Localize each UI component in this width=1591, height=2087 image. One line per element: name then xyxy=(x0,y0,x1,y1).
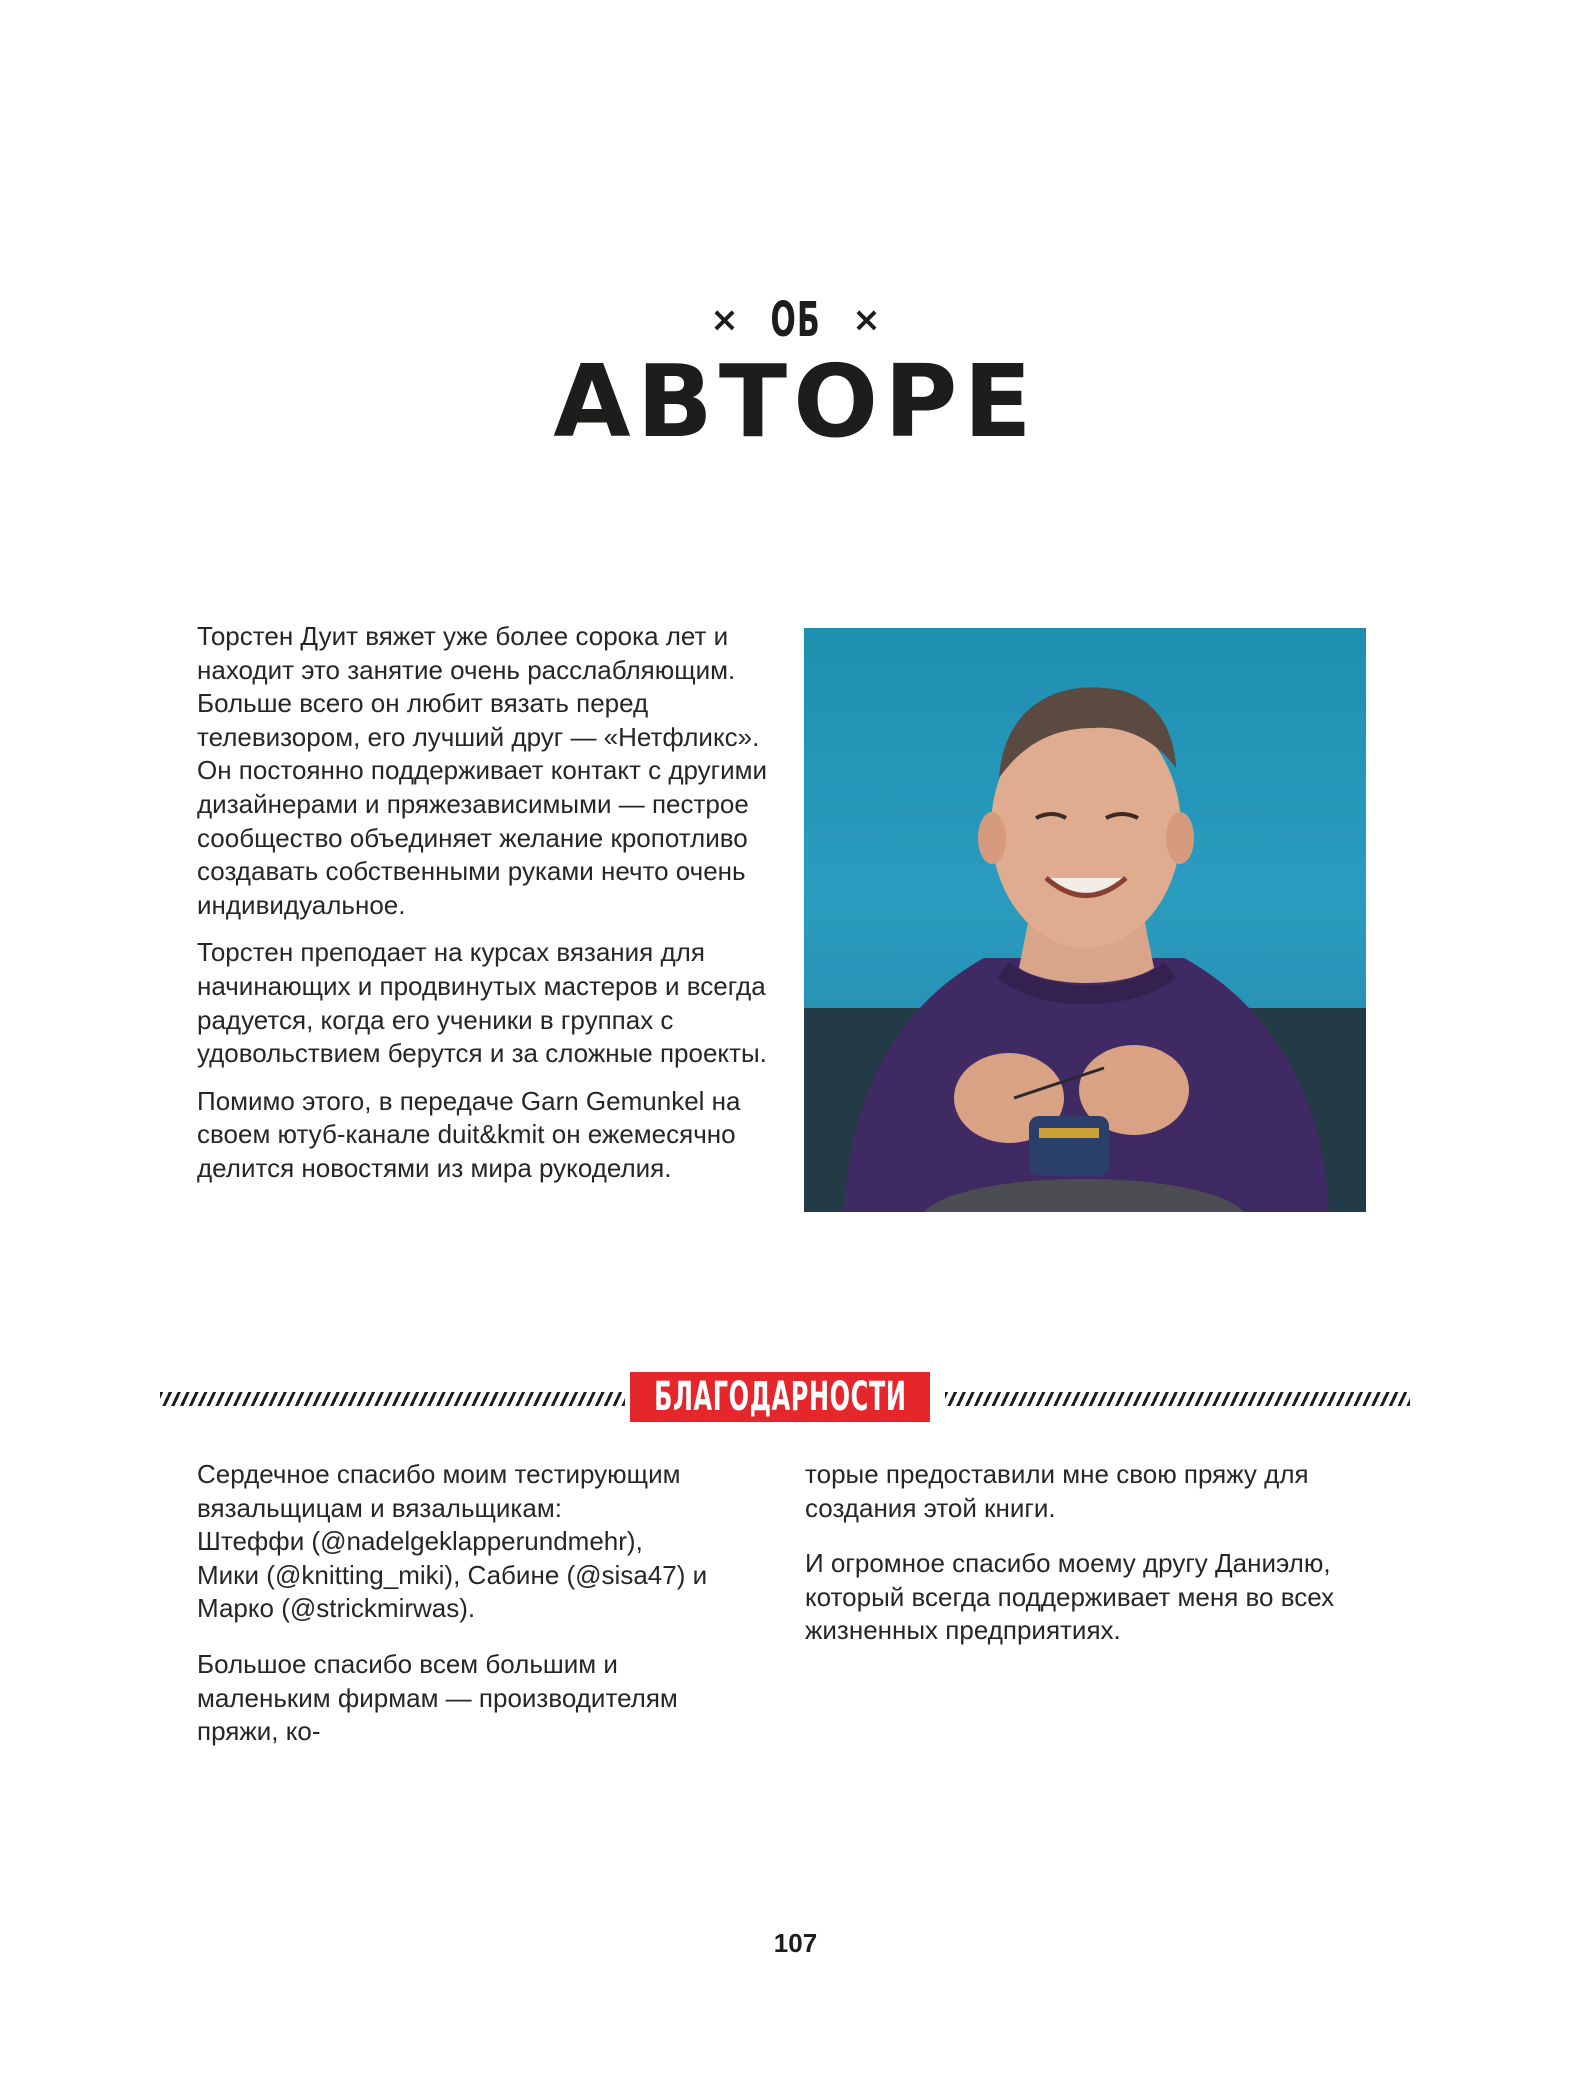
acknowledgements-label-box xyxy=(630,1372,930,1422)
knitting-work-shape xyxy=(1029,1116,1109,1176)
cross-right-icon: × xyxy=(852,300,881,340)
thanks-paragraph-2: Большое спасибо всем большим и маленьким фирмам — производителям пряжи, ко- xyxy=(197,1648,678,1747)
acknowledgements-header xyxy=(160,1372,1410,1422)
ear-left-shape xyxy=(978,812,1006,864)
author-bio xyxy=(197,620,772,1200)
acknowledgements-right-column xyxy=(805,1458,1375,1670)
author-photo xyxy=(804,628,1366,1212)
acknowledgements-left-column xyxy=(197,1458,757,1771)
page-title: АВТОРЕ xyxy=(553,343,1038,460)
thanks-paragraph-1 xyxy=(197,1458,757,1626)
hatch-divider-right xyxy=(945,1392,1410,1406)
cross-left-icon: × xyxy=(710,300,739,340)
thanks-paragraph-4: И огромное спасибо моему другу Даниэлю, который всегда поддерживает меня во всех жизненных предприятиях. xyxy=(805,1548,1335,1646)
thanks-line: Сердечное спасибо моим тестирующим вязальщицам и вязальщикам: xyxy=(197,1459,681,1523)
knitting-pattern-shape xyxy=(1039,1128,1099,1138)
thanks-line: Штеффи (@nadelgeklapperundmehr), xyxy=(197,1526,643,1557)
heading-top-word: ОБ xyxy=(770,292,821,348)
ear-right-shape xyxy=(1166,812,1194,864)
heading-top-line xyxy=(0,290,1591,350)
bio-paragraph-3: Помимо этого, в передаче Garn Gemunkel на своем ютуб-канале duit&kmit он ежемесячно делится новостями из мира рукоделия. xyxy=(197,1085,741,1183)
hatch-divider-left xyxy=(160,1392,625,1406)
acknowledgements-label: БЛАГОДАРНОСТИ xyxy=(653,1374,907,1420)
bio-paragraph-2: Торстен преподает на курсах вязания для начинающих и продвинутых мастеров и всегда радуется, когда его ученики в группах с удовольствием берутся и за сложные проекты. xyxy=(197,937,767,1069)
thanks-paragraph-3: торые предоставили мне свою пряжу для создания этой книги. xyxy=(805,1459,1309,1523)
thanks-line: Марко (@strickmirwas). xyxy=(197,1593,476,1624)
author-photo-illustration xyxy=(804,628,1366,1212)
thanks-line: Мики (@knitting_miki), Сабине (@sisa47) и xyxy=(197,1559,708,1590)
page-number: 107 xyxy=(773,1928,818,1958)
bio-paragraph-1: Торстен Дуит вяжет уже более сорока лет и находит это занятие очень расслабляющим. Больше всего он любит вязать перед телевизором, его лучший друг — «Нетфликс». Он постоянно поддерживает контакт с другими дизайнерами и пряжезависимыми — пестрое сообщество объединяет желание кропотливо создавать собственными руками нечто очень индивидуальное. xyxy=(197,621,768,920)
